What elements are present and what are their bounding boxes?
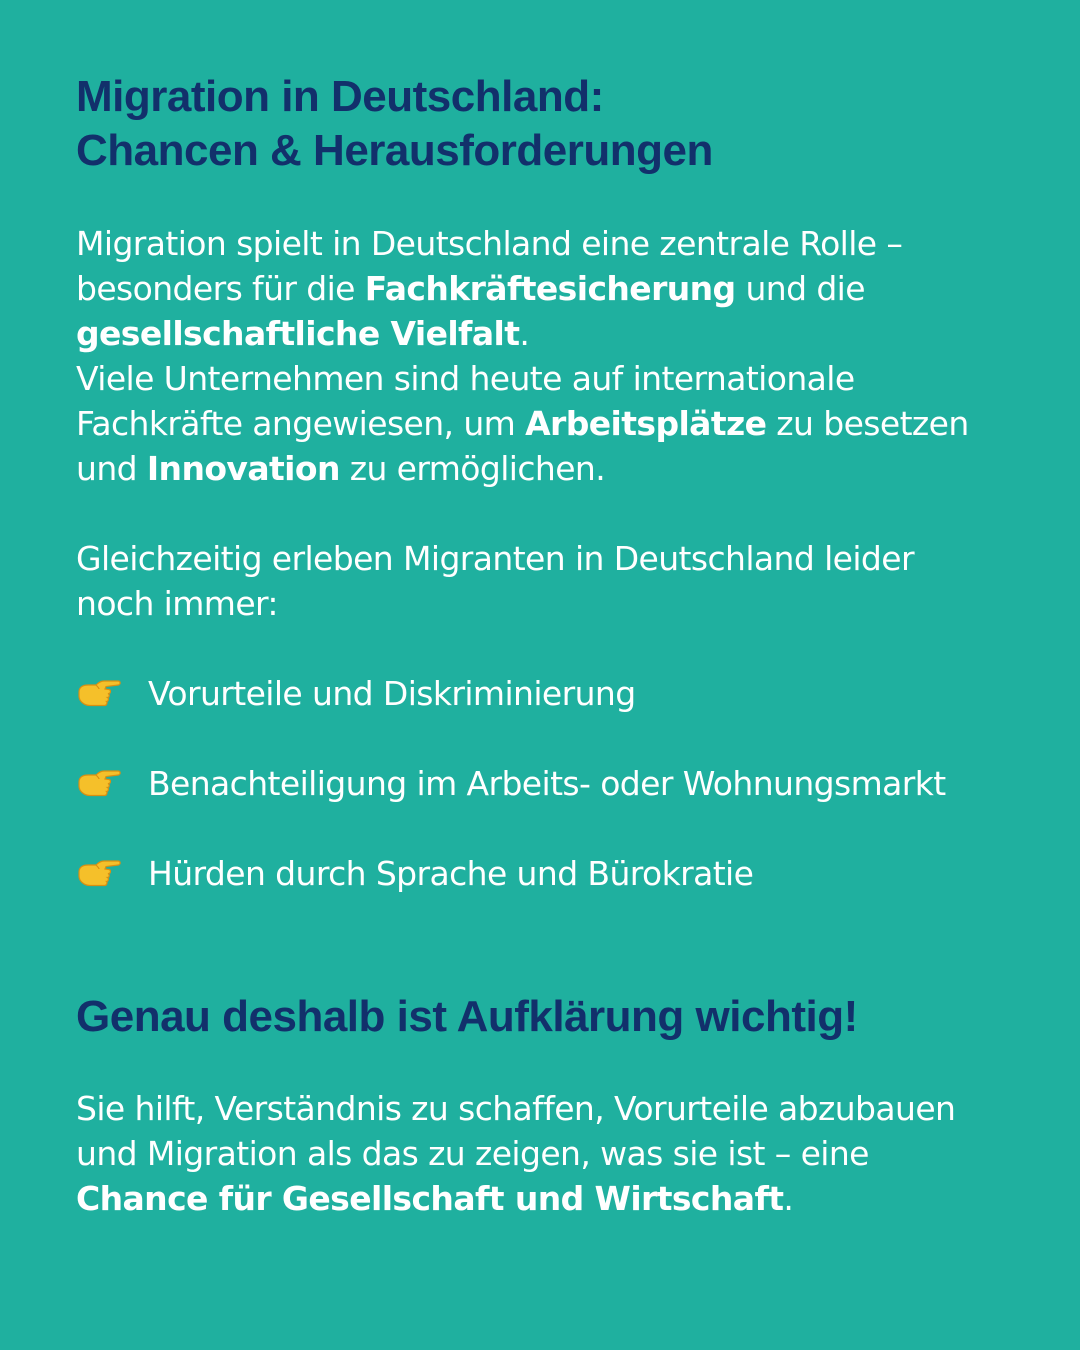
closing-line-1: Sie hilft, Verständnis zu schaffen, Vorurteile abzubauen — [76, 1089, 956, 1128]
bullet-text: Hürden durch Sprache und Bürokratie — [148, 854, 754, 893]
intro-line-5 — [76, 401, 969, 446]
intro-line-5-text: Fachkräfte angewiesen, um — [76, 404, 526, 443]
intro-line-6 — [76, 446, 969, 491]
title-line-2: Chancen & Herausforderungen — [76, 126, 713, 175]
highlight-fachkraeftesicherung: Fachkräftesicherung — [364, 269, 736, 308]
highlight-vielfalt: gesellschaftliche Vielfalt — [76, 314, 520, 353]
intro-line-3-end: . — [519, 314, 530, 353]
list-item — [76, 671, 636, 716]
closing-line-3 — [76, 1176, 955, 1221]
intro-line-6-text: und — [76, 449, 147, 488]
highlight-innovation: Innovation — [146, 449, 340, 488]
highlight-arbeitsplaetze: Arbeitsplätze — [525, 404, 767, 443]
section-heading: Genau deshalb ist Aufklärung wichtig! — [76, 992, 858, 1041]
intro-line-2-text: besonders für die — [76, 269, 365, 308]
page-title — [76, 70, 713, 178]
lead-line-1: Gleichzeitig erleben Migranten in Deutschland leider — [76, 539, 914, 578]
title-line-1: Migration in Deutschland: — [76, 72, 604, 121]
pointing-hand-icon — [76, 768, 122, 800]
highlight-chance: Chance für Gesellschaft und Wirtschaft — [76, 1179, 784, 1218]
intro-line-4: Viele Unternehmen sind heute auf internationale — [76, 359, 855, 398]
pointing-hand-icon — [76, 858, 122, 890]
intro-line-3 — [76, 311, 969, 356]
intro-line-6-end: zu ermöglichen. — [339, 449, 606, 488]
list-item — [76, 761, 946, 806]
intro-paragraph — [76, 221, 969, 491]
bullet-text: Benachteiligung im Arbeits- oder Wohnungsmarkt — [148, 764, 946, 803]
pointing-hand-icon — [76, 678, 122, 710]
lead-line-2: noch immer: — [76, 584, 278, 623]
intro-line-2 — [76, 266, 969, 311]
intro-line-2-end: und die — [735, 269, 865, 308]
closing-line-2: und Migration als das zu zeigen, was sie ist – eine — [76, 1134, 869, 1173]
lead-paragraph — [76, 536, 914, 626]
list-item — [76, 851, 753, 896]
bullet-text: Vorurteile und Diskriminierung — [148, 674, 636, 713]
intro-line-5-end: zu besetzen — [766, 404, 969, 443]
closing-paragraph — [76, 1086, 955, 1221]
intro-line-1: Migration spielt in Deutschland eine zentrale Rolle – — [76, 224, 903, 263]
closing-line-3-end: . — [783, 1179, 794, 1218]
